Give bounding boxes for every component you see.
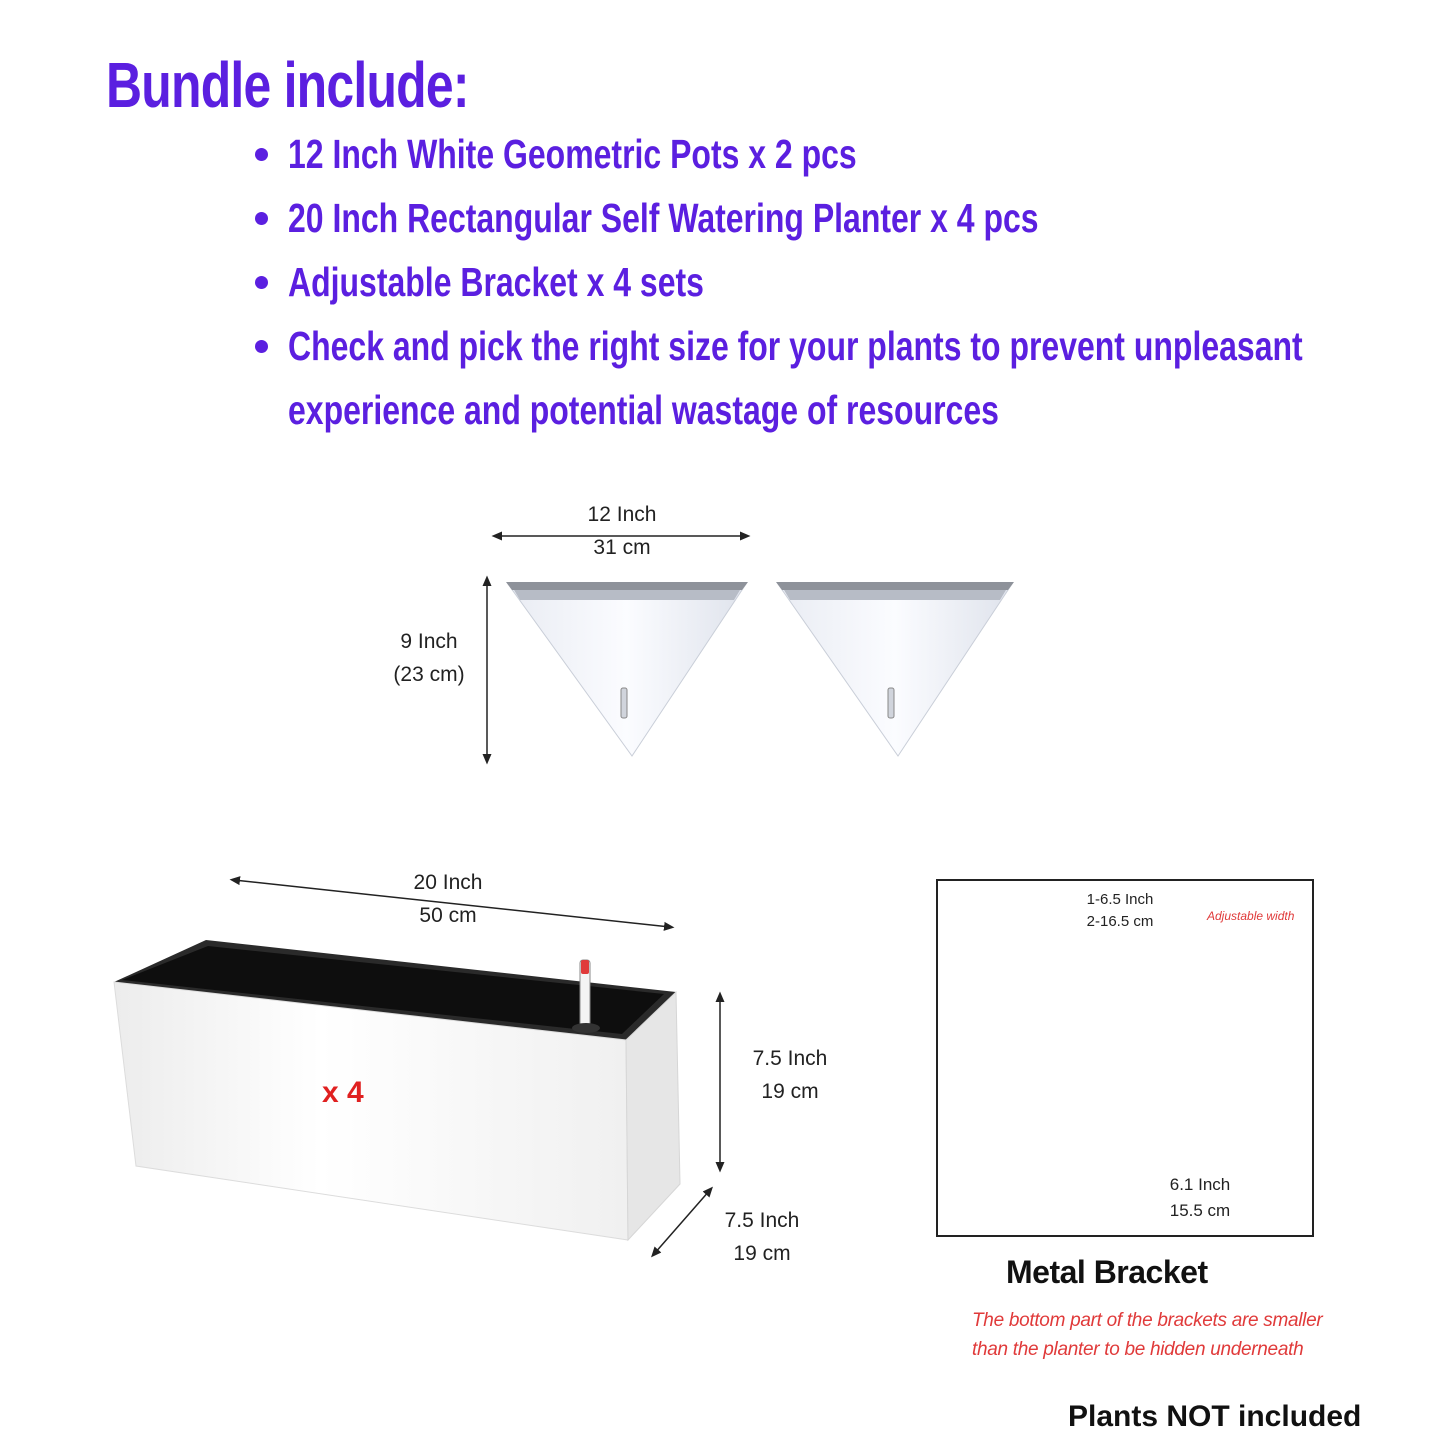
planter-quantity: x 4: [322, 1076, 364, 1109]
bracket-title: Metal Bracket: [1006, 1254, 1208, 1290]
list-item: Adjustable Bracket x 4 sets: [255, 250, 1445, 314]
geometric-pot-left: [506, 582, 748, 756]
pot-height-label: 9 Inch (23 cm): [393, 630, 465, 686]
bracket-depth-label: 6.1 Inch 15.5 cm: [1169, 1175, 1231, 1220]
bracket-range-label: 1-6.5 Inch 2-16.5 cm: [1086, 891, 1154, 930]
plants-not-included: Plants NOT included: [1068, 1400, 1362, 1433]
list-item: 12 Inch White Geometric Pots x 2 pcs: [255, 122, 1445, 186]
planter-height-label: 7.5 Inch 19 cm: [752, 1047, 828, 1103]
planter-length-label: 20 Inch 50 cm: [413, 871, 483, 927]
adjustable-width-label: Adjustable width: [1207, 909, 1295, 923]
list-item-continuation: experience and potential wastage of resources: [288, 387, 999, 433]
planter-depth-label: 7.5 Inch 19 cm: [724, 1209, 800, 1265]
rectangular-planter: [114, 940, 680, 1240]
geometric-pot-right: [776, 582, 1014, 756]
bundle-title: Bundle include:: [106, 49, 469, 121]
pot-width-label: 12 Inch 31 cm: [587, 503, 657, 559]
list-item: Check and pick the right size for your plants to prevent unpleasant: [255, 314, 1445, 378]
list-item: 20 Inch Rectangular Self Watering Planter x 4 pcs: [255, 186, 1445, 250]
bracket-note: The bottom part of the brackets are smaller than the planter to be hidden underneath: [972, 1310, 1323, 1360]
